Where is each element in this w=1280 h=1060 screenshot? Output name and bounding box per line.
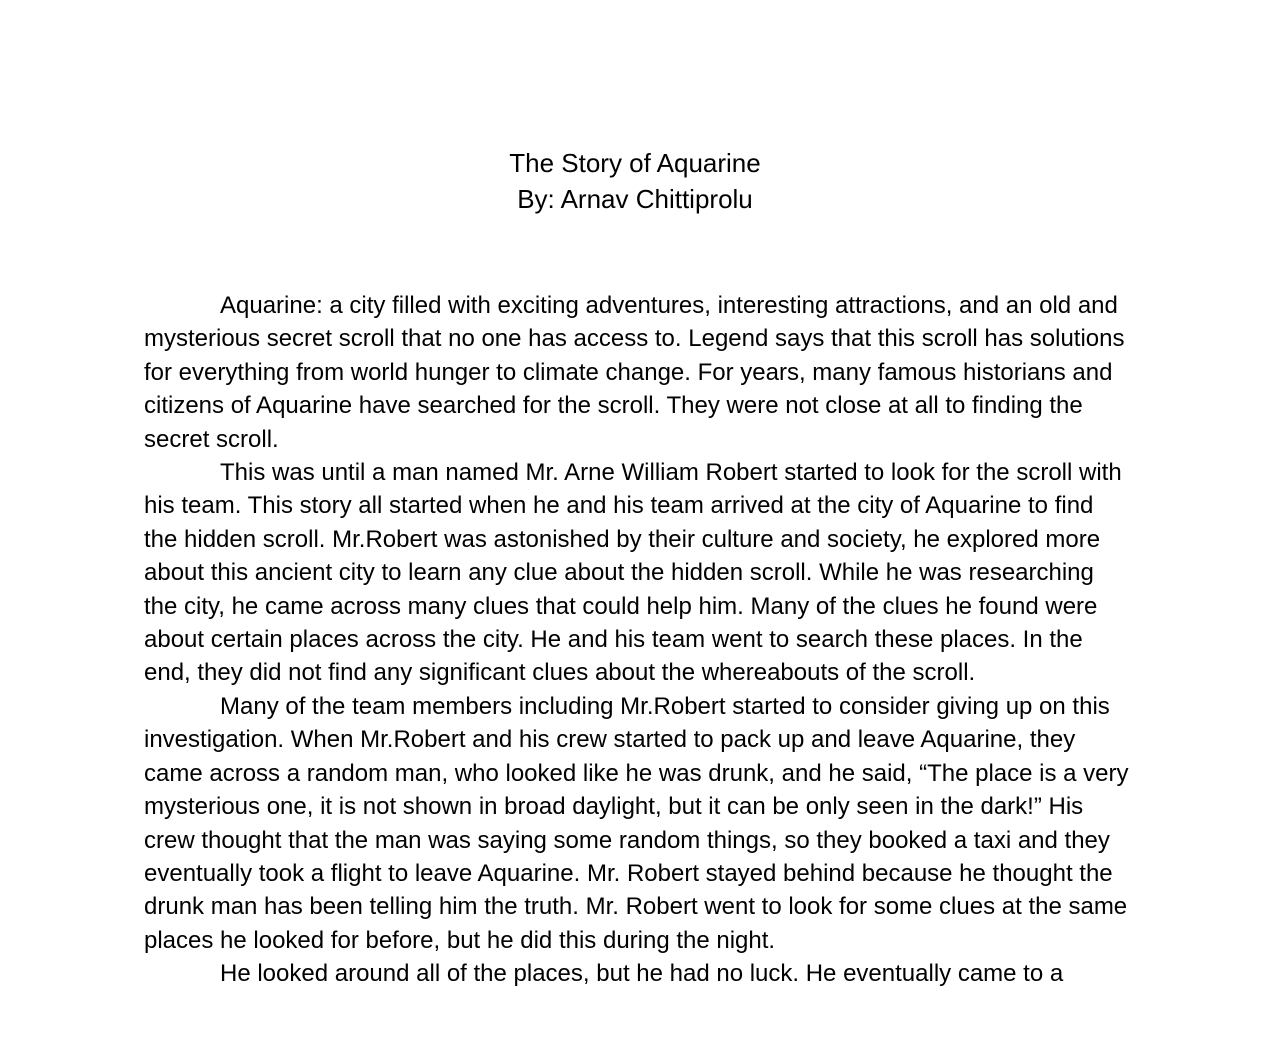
paragraph: Many of the team members including Mr.Robert started to consider giving up on this investigation. When Mr.Robert and his crew started to pack up and leave Aquarine, they came across a random man, who looked like he was drunk, and he said, “The place is a very mysterious one, it is not shown in broad daylight, but it can be only seen in the dark!” His crew thought that the man was saying some random things, so they booked a taxi and they eventually took a flight to leave Aquarine. Mr. Robert stayed behind because he thought the drunk man has been telling him the truth. Mr. Robert went to look for some clues at the same places he looked for before, but he did this during the night. — [144, 692, 1129, 954]
document-title: The Story of Aquarine — [509, 148, 761, 178]
title-block — [0, 145, 1270, 217]
document-byline: By: Arnav Chittiprolu — [517, 184, 753, 214]
story-body — [144, 289, 1129, 991]
paragraph: This was until a man named Mr. Arne William Robert started to look for the scroll with his team. This story all started when he and his team arrived at the city of Aquarine to find the hidden scroll. Mr.Robert was astonished by their culture and society, he explored more about this ancient city to learn any clue about the hidden scroll. While he was researching the city, he came across many clues that could help him. Many of the clues he found were about certain places across the city. He and his team went to search these places. In the end, they did not find any significant clues about the whereabouts of the scroll. — [144, 459, 1122, 687]
paragraph: Aquarine: a city filled with exciting adventures, interesting attractions, and an old and mysterious secret scroll that no one has access to. Legend says that this scroll has solutions for everything from world hunger to climate change. For years, many famous historians and citizens of Aquarine have searched for the scroll. They were not close at all to finding the secret scroll. — [144, 292, 1125, 453]
paragraph: He looked around all of the places, but he had no luck. He eventually came to a — [220, 960, 1064, 988]
